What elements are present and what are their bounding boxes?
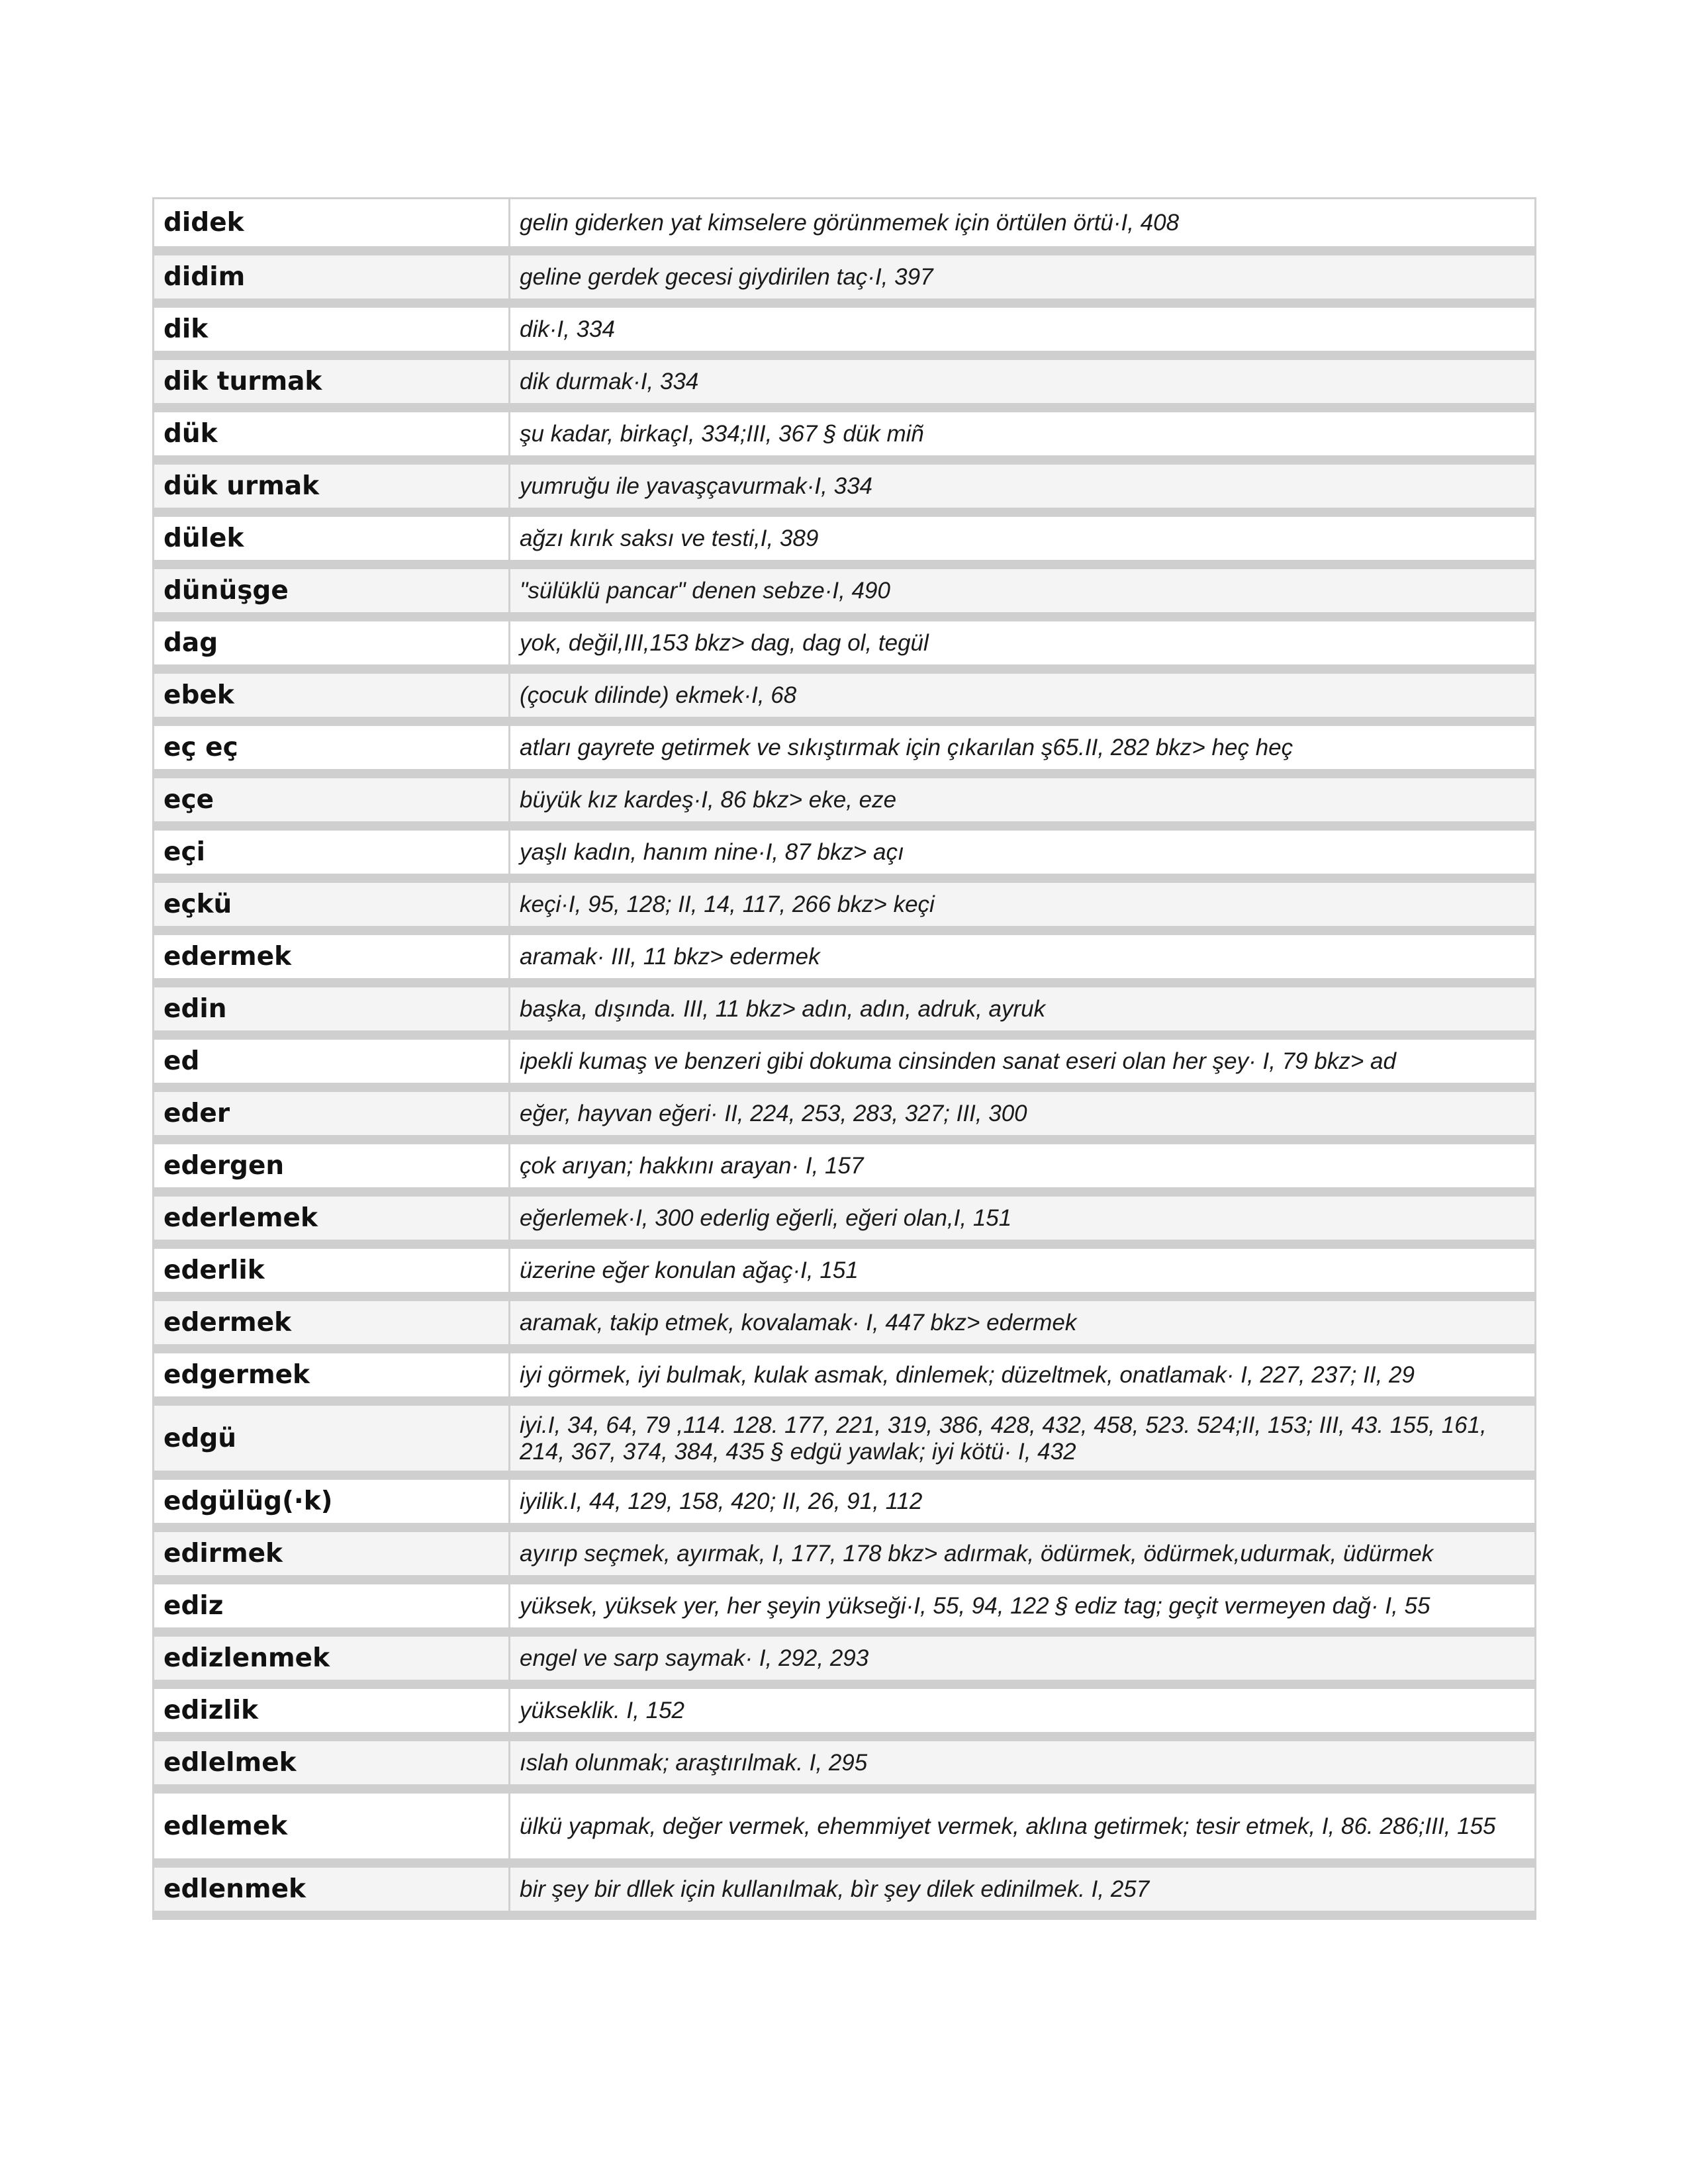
- table-row: [154, 408, 1536, 460]
- entry-definition: atları gayrete getirmek ve sıkıştırmak için çıkarılan ş65.II, 282 bkz> heç heç: [510, 721, 1536, 774]
- table-row: [154, 774, 1536, 826]
- entry-definition: büyük kız kardeş·I, 86 bkz> eke, eze: [510, 774, 1536, 826]
- entry-definition: engel ve sarp saymak· I, 292, 293: [510, 1632, 1536, 1684]
- entry-definition: üzerine eğer konulan ağaç·I, 151: [510, 1244, 1536, 1297]
- entry-term: edizlenmek: [154, 1632, 510, 1684]
- table-row: [154, 1401, 1536, 1475]
- entry-term: eç eç: [154, 721, 510, 774]
- table-row: [154, 1789, 1536, 1863]
- table-row: [154, 1035, 1536, 1087]
- entry-term: didim: [154, 251, 510, 303]
- entry-term: edlemek: [154, 1789, 510, 1863]
- entry-definition: yüksek, yüksek yer, her şeyin yükseği·I, 55, 94, 122 § ediz tag; geçit vermeyen dağ· I, 55: [510, 1580, 1536, 1632]
- entry-definition: aramak· III, 11 bkz> edermek: [510, 931, 1536, 983]
- entry-term: eçe: [154, 774, 510, 826]
- entry-definition: eğerlemek·I, 300 ederlig eğerli, eğeri olan,I, 151: [510, 1192, 1536, 1244]
- table-row: [154, 1349, 1536, 1401]
- entry-term: dik: [154, 303, 510, 355]
- entry-definition: iyi.I, 34, 64, 79 ,114. 128. 177, 221, 319, 386, 428, 432, 458, 523. 524;II, 153; III, 43. 155, 161, 214, 367, 374, 384, 435 § edgü yawlak; iyi kötü· I, 432: [510, 1401, 1536, 1475]
- table-row: [154, 1527, 1536, 1580]
- entry-definition: bir şey bir dllek için kullanılmak, bìr şey dilek edinilmek. I, 257: [510, 1863, 1536, 1915]
- entry-definition: ayırıp seçmek, ayırmak, I, 177, 178 bkz> adırmak, ödürmek, ödürmek,udurmak, üdürmek: [510, 1527, 1536, 1580]
- entry-definition: ülkü yapmak, değer vermek, ehemmiyet vermek, aklına getirmek; tesir etmek, I, 86. 286;III, 155: [510, 1789, 1536, 1863]
- entry-term: dük urmak: [154, 460, 510, 512]
- entry-term: edizlik: [154, 1684, 510, 1737]
- entry-definition: eğer, hayvan eğeri· II, 224, 253, 283, 327; III, 300: [510, 1087, 1536, 1140]
- table-row: [154, 1297, 1536, 1349]
- table-row: [154, 565, 1536, 617]
- entry-term: dünüşge: [154, 565, 510, 617]
- table-row: [154, 1140, 1536, 1192]
- table-row: [154, 1737, 1536, 1789]
- entry-definition: dik durmak·I, 334: [510, 355, 1536, 408]
- entry-term: edgülüg(·k): [154, 1475, 510, 1527]
- table-row: [154, 355, 1536, 408]
- entry-definition: yumruğu ile yavaşçavurmak·I, 334: [510, 460, 1536, 512]
- entry-definition: yükseklik. I, 152: [510, 1684, 1536, 1737]
- table-row: [154, 983, 1536, 1035]
- entry-term: edlelmek: [154, 1737, 510, 1789]
- entry-term: edgermek: [154, 1349, 510, 1401]
- entry-term: eçkü: [154, 878, 510, 931]
- table-row: [154, 721, 1536, 774]
- entry-definition: yaşlı kadın, hanım nine·I, 87 bkz> açı: [510, 826, 1536, 878]
- table-row: [154, 460, 1536, 512]
- entry-term: edergen: [154, 1140, 510, 1192]
- entry-definition: iyi görmek, iyi bulmak, kulak asmak, dinlemek; düzeltmek, onatlamak· I, 227, 237; II, 29: [510, 1349, 1536, 1401]
- table-row: [154, 199, 1536, 251]
- entry-definition: iyilik.I, 44, 129, 158, 420; II, 26, 91, 112: [510, 1475, 1536, 1527]
- glossary-body: [154, 199, 1536, 1915]
- entry-term: edirmek: [154, 1527, 510, 1580]
- entry-term: edgü: [154, 1401, 510, 1475]
- entry-term: edermek: [154, 1297, 510, 1349]
- entry-definition: aramak, takip etmek, kovalamak· I, 447 bkz> edermek: [510, 1297, 1536, 1349]
- entry-definition: ağzı kırık saksı ve testi,I, 389: [510, 512, 1536, 565]
- entry-definition: geline gerdek gecesi giydirilen taç·I, 397: [510, 251, 1536, 303]
- table-row: [154, 931, 1536, 983]
- entry-term: dülek: [154, 512, 510, 565]
- entry-definition: çok arıyan; hakkını arayan· I, 157: [510, 1140, 1536, 1192]
- table-row: [154, 251, 1536, 303]
- entry-definition: keçi·I, 95, 128; II, 14, 117, 266 bkz> keçi: [510, 878, 1536, 931]
- entry-definition: yok, değil,III,153 bkz> dag, dag ol, tegül: [510, 617, 1536, 669]
- entry-term: ediz: [154, 1580, 510, 1632]
- entry-term: ederlemek: [154, 1192, 510, 1244]
- glossary-table: [152, 197, 1536, 1920]
- table-row: [154, 617, 1536, 669]
- entry-definition: "sülüklü pancar" denen sebze·I, 490: [510, 565, 1536, 617]
- entry-term: ed: [154, 1035, 510, 1087]
- table-row: [154, 303, 1536, 355]
- entry-definition: gelin giderken yat kimselere görünmemek için örtülen örtü·I, 408: [510, 199, 1536, 251]
- table-row: [154, 1475, 1536, 1527]
- entry-definition: (çocuk dilinde) ekmek·I, 68: [510, 669, 1536, 721]
- table-row: [154, 1863, 1536, 1915]
- entry-term: didek: [154, 199, 510, 251]
- entry-definition: ıslah olunmak; araştırılmak. I, 295: [510, 1737, 1536, 1789]
- entry-term: edin: [154, 983, 510, 1035]
- entry-term: edlenmek: [154, 1863, 510, 1915]
- entry-term: dag: [154, 617, 510, 669]
- table-row: [154, 1192, 1536, 1244]
- table-row: [154, 512, 1536, 565]
- entry-term: eder: [154, 1087, 510, 1140]
- entry-term: dük: [154, 408, 510, 460]
- table-row: [154, 878, 1536, 931]
- table-row: [154, 1632, 1536, 1684]
- entry-definition: şu kadar, birkaçI, 334;III, 367 § dük miñ: [510, 408, 1536, 460]
- entry-term: dik turmak: [154, 355, 510, 408]
- table-row: [154, 1684, 1536, 1737]
- table-row: [154, 669, 1536, 721]
- entry-definition: başka, dışında. III, 11 bkz> adın, adın, adruk, ayruk: [510, 983, 1536, 1035]
- table-row: [154, 826, 1536, 878]
- entry-term: ebek: [154, 669, 510, 721]
- entry-definition: ipekli kumaş ve benzeri gibi dokuma cinsinden sanat eseri olan her şey· I, 79 bkz> ad: [510, 1035, 1536, 1087]
- entry-term: eçi: [154, 826, 510, 878]
- entry-term: edermek: [154, 931, 510, 983]
- table-row: [154, 1087, 1536, 1140]
- table-row: [154, 1580, 1536, 1632]
- entry-definition: dik·I, 334: [510, 303, 1536, 355]
- entry-term: ederlik: [154, 1244, 510, 1297]
- table-row: [154, 1244, 1536, 1297]
